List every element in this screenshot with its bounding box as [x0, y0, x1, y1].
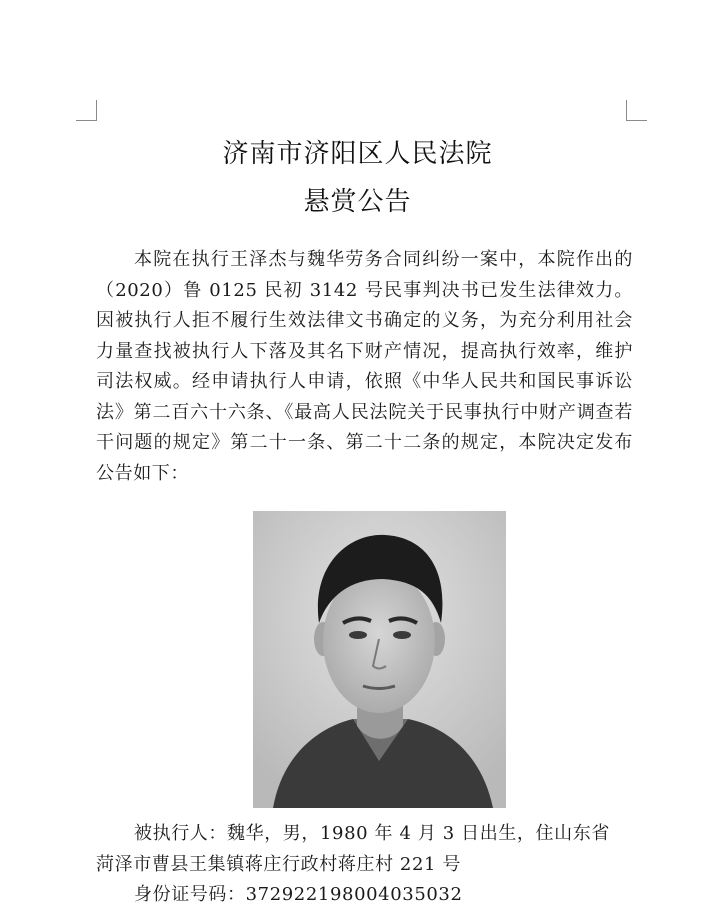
court-name-heading: 济南市济阳区人民法院	[222, 139, 493, 169]
debtor-portrait-illustration	[253, 511, 506, 808]
margin-corner-mark-left	[76, 100, 97, 121]
debtor-photo	[253, 511, 506, 808]
notice-body-paragraph: 本院在执行王泽杰与魏华劳务合同纠纷一案中，本院作出的（2020）鲁 0125 民初 3142 号民事判决书已发生法律效力。因被执行人拒不履行生效法律文书确定的义务，为充分利用社会力量查找被执行人下落及其名下财产情况，提高执行效率，维护司法权威。经申请执行人申请，依照《中华人民共和国民事诉讼法》第二百六十六条、《最高人民法院关于民事执行中财产调查若干问题的规定》第二十一条、第二十二条的规定，本院决定发布公告如下：	[96, 249, 633, 484]
margin-corner-mark-right	[626, 100, 647, 121]
debtor-info-line: 被执行人：魏华，男，1980 年 4 月 3 日出生，住山东省	[134, 823, 610, 844]
notice-title-heading: 悬赏公告	[303, 187, 412, 217]
debtor-id-line: 身份证号码：372922198004035032	[134, 884, 463, 905]
debtor-address-line: 菏泽市曹县王集镇蒋庄行政村蒋庄村 221 号	[96, 853, 461, 875]
